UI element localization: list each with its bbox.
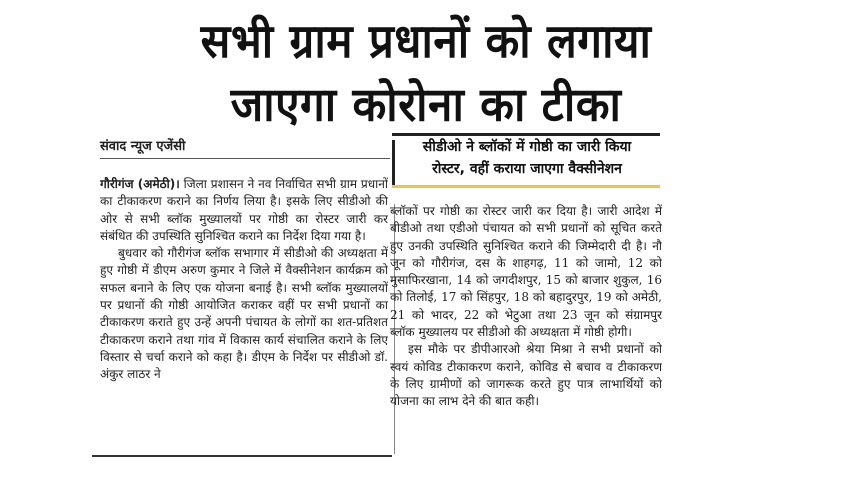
- dateline: गौरीगंज (अमेठी)।: [100, 177, 180, 191]
- bottom-rule: [92, 455, 392, 457]
- paragraph: [100, 176, 388, 245]
- paragraph: इस मौके पर डीपीआरओ श्रेया मिश्रा ने सभी प्रधानों को स्वयं कोविड टीकाकरण कराने, कोविड से बचाव व टीकाकरण के लिए ग्रामीणों को जागरूक करते हुए पात्र लाभार्थियों को योजना का लाभ देने की बात कही।: [390, 342, 662, 409]
- subhead-highlight-rule: [392, 185, 660, 188]
- article-column-left: [100, 176, 388, 444]
- headline-line-2: जाएगा कोरोना का टीका: [230, 78, 622, 133]
- subheadline-line-1: सीडीओ ने ब्लॉकों में गोष्ठी का जारी किया: [422, 139, 632, 155]
- paragraph-text: जिला प्रशासन ने नव निर्वाचित सभी ग्राम प्रधानों का टीकाकरण कराने का निर्णय लिया है। इसके लिए सीडीओ की ओर से सभी ब्लॉक मुख्यालयों पर गोष्ठी का रोस्टर जारी कर संबंधित की उपस्थिति सुनिश्चित कराने का निर्देश दिया गया है।: [100, 177, 388, 243]
- paragraph: बुधवार को गौरीगंज ब्लॉक सभागार में सीडीओ की अध्यक्षता में हुए गोष्ठी में डीएम अरुण कुमार ने जिले में वैक्सीनेशन कार्यक्रम को सफल बनाने के लिए एक योजना बनाई है। सभी ब्लॉक मुख्यालयों पर प्रधानों की गोष्ठी आयोजित कराकर वहीं पर सभी प्रधानों का टीकाकरण कराते हुए उन्हें अपनी पंचायत के लोगों का शत-प्रतिशत टीकाकरण कराने तथा गांव में विकास कार्य संचालित कराने के लिए विस्तार से चर्चा कराने को कहा है। डीएम के निर्देश पर सीडीओ डॉ. अंकुर लाठर ने: [100, 246, 388, 382]
- headline-line-1: सभी ग्राम प्रधानों को लगाया: [200, 14, 652, 69]
- subheadline-line-2: रोस्टर, वहीं कराया जाएगा वैक्सीनेशन: [432, 161, 622, 177]
- byline: संवाद न्यूज एजेंसी: [100, 136, 390, 159]
- article-column-right: [390, 203, 662, 451]
- subheadline: [392, 136, 662, 180]
- headline: [0, 10, 852, 137]
- paragraph: ब्लॉकों पर गोष्ठी का रोस्टर जारी कर दिया है। जारी आदेश में बीडीओ तथा एडीओ पंचायत को सभी प्रधानों को सूचित करते हुए उनकी उपस्थिति सुनिश्चित कराने की जिम्मेदारी दी है। नौ जून को गौरीगंज, दस के शाहगढ़, 11 को जामो, 12 को मुसाफिरखाना, 14 को जगदीशपुर, 15 को बाजार शुकुल, 16 को तिलोई, 17 को सिंहपुर, 18 को बहादुरपुर, 19 को अमेठी, 21 को भादर, 22 को भेटुआ तथा 23 जून को संग्रामपुर ब्लॉक मुख्यालय पर सीडीओ की अध्यक्षता में गोष्ठी होगी।: [390, 204, 662, 340]
